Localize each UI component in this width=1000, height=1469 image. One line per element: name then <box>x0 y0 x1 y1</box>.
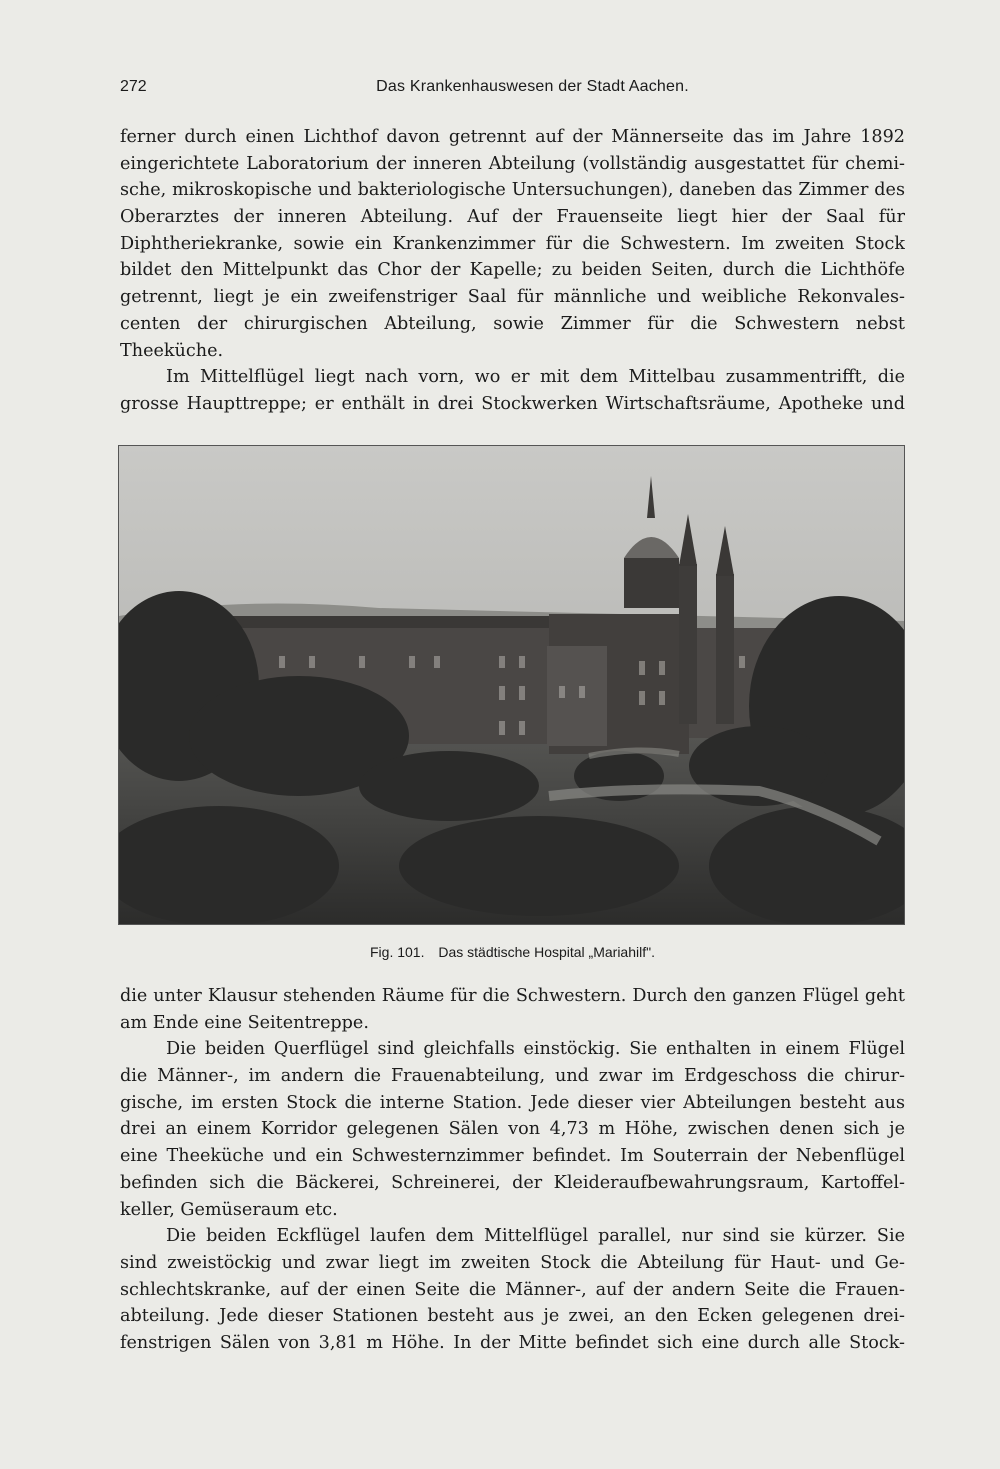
text-block-top <box>120 124 905 418</box>
text-line: sind zweistöckig und zwar liegt im zweiten Stock die Abteilung für Haut- und Ge- <box>120 1252 905 1273</box>
text-line: eine Theeküche und ein Schwesternzimmer befindet. Im Souterrain der Nebenflügel <box>120 1146 905 1167</box>
text-line: Die beiden Querflügel sind gleichfalls einstöckig. Sie enthalten in einem Flügel <box>166 1039 905 1060</box>
text-block-bottom <box>120 983 905 1357</box>
text-line: drei an einem Korridor gelegenen Sälen von 4,73 m Höhe, zwischen denen sich je <box>120 1119 905 1140</box>
text-line: ferner durch einen Lichthof davon getrennt auf der Männerseite das im Jahre 1892 <box>120 127 905 147</box>
text-line: bildet den Mittelpunkt das Chor der Kapelle; zu beiden Seiten, durch die Lichthöfe <box>120 260 905 281</box>
page-number: 272 <box>120 78 147 95</box>
text-line: am Ende eine Seitentreppe. <box>120 1012 369 1033</box>
hospital-photograph <box>118 445 905 925</box>
text-line: sche, mikroskopische und bakteriologische Untersuchungen), daneben das Zimmer des <box>120 180 905 201</box>
running-title: Das Krankenhauswesen der Stadt Aachen. <box>376 78 689 95</box>
figure-caption-text: Das städtische Hospital „Mariahilf". <box>438 944 655 960</box>
text-line: Im Mittelflügel liegt nach vorn, wo er mit dem Mittelbau zusammentrifft, die <box>166 367 905 388</box>
text-line: gische, im ersten Stock die interne Station. Jede dieser vier Abteilungen besteht aus <box>120 1092 905 1113</box>
text-line: eingerichtete Laboratorium der inneren Abteilung (vollständig ausgestattet für chemi- <box>120 153 905 174</box>
paragraph <box>120 124 905 364</box>
text-line: fenstrigen Sälen von 3,81 m Höhe. In der Mitte befindet sich eine durch alle Stock- <box>120 1332 905 1353</box>
paragraph <box>120 364 905 417</box>
text-line: die Männer-, im andern die Frauenabteilung, und zwar im Erdgeschoss die chirur- <box>120 1066 905 1087</box>
text-line: Die beiden Eckflügel laufen dem Mittelflügel parallel, nur sind sie kürzer. Sie <box>166 1226 905 1247</box>
text-line: Theeküche. <box>120 340 224 361</box>
text-line: abteilung. Jede dieser Stationen besteht aus je zwei, an den Ecken gelegenen drei- <box>120 1306 905 1327</box>
text-line: Diphtheriekranke, sowie ein Krankenzimmer für die Schwestern. Im zweiten Stock <box>120 233 905 254</box>
paragraph <box>120 983 905 1036</box>
text-line: keller, Gemüseraum etc. <box>120 1199 338 1220</box>
text-line: getrennt, liegt je ein zweifenstriger Saal für männliche und weibliche Rekonvales- <box>120 287 905 308</box>
figure-number: Fig. 101. <box>370 944 425 960</box>
figure-caption <box>120 944 905 960</box>
text-line: befinden sich die Bäckerei, Schreinerei, der Kleideraufbewahrungsraum, Kartoffel- <box>120 1172 905 1193</box>
text-line: schlechtskranke, auf der einen Seite die Männer-, auf der andern Seite die Frauen- <box>120 1279 905 1300</box>
text-line: die unter Klausur stehenden Räume für die Schwestern. Durch den ganzen Flügel geht <box>120 986 905 1006</box>
paragraph <box>120 1223 905 1356</box>
text-line: centen der chirurgischen Abteilung, sowie Zimmer für die Schwestern nebst <box>120 313 905 334</box>
text-line: Oberarztes der inneren Abteilung. Auf der Frauenseite liegt hier der Saal für <box>120 207 905 228</box>
paragraph <box>120 1036 905 1223</box>
text-line: grosse Haupttreppe; er enthält in drei Stockwerken Wirtschaftsräume, Apotheke und <box>120 393 905 414</box>
page-header <box>120 78 905 102</box>
